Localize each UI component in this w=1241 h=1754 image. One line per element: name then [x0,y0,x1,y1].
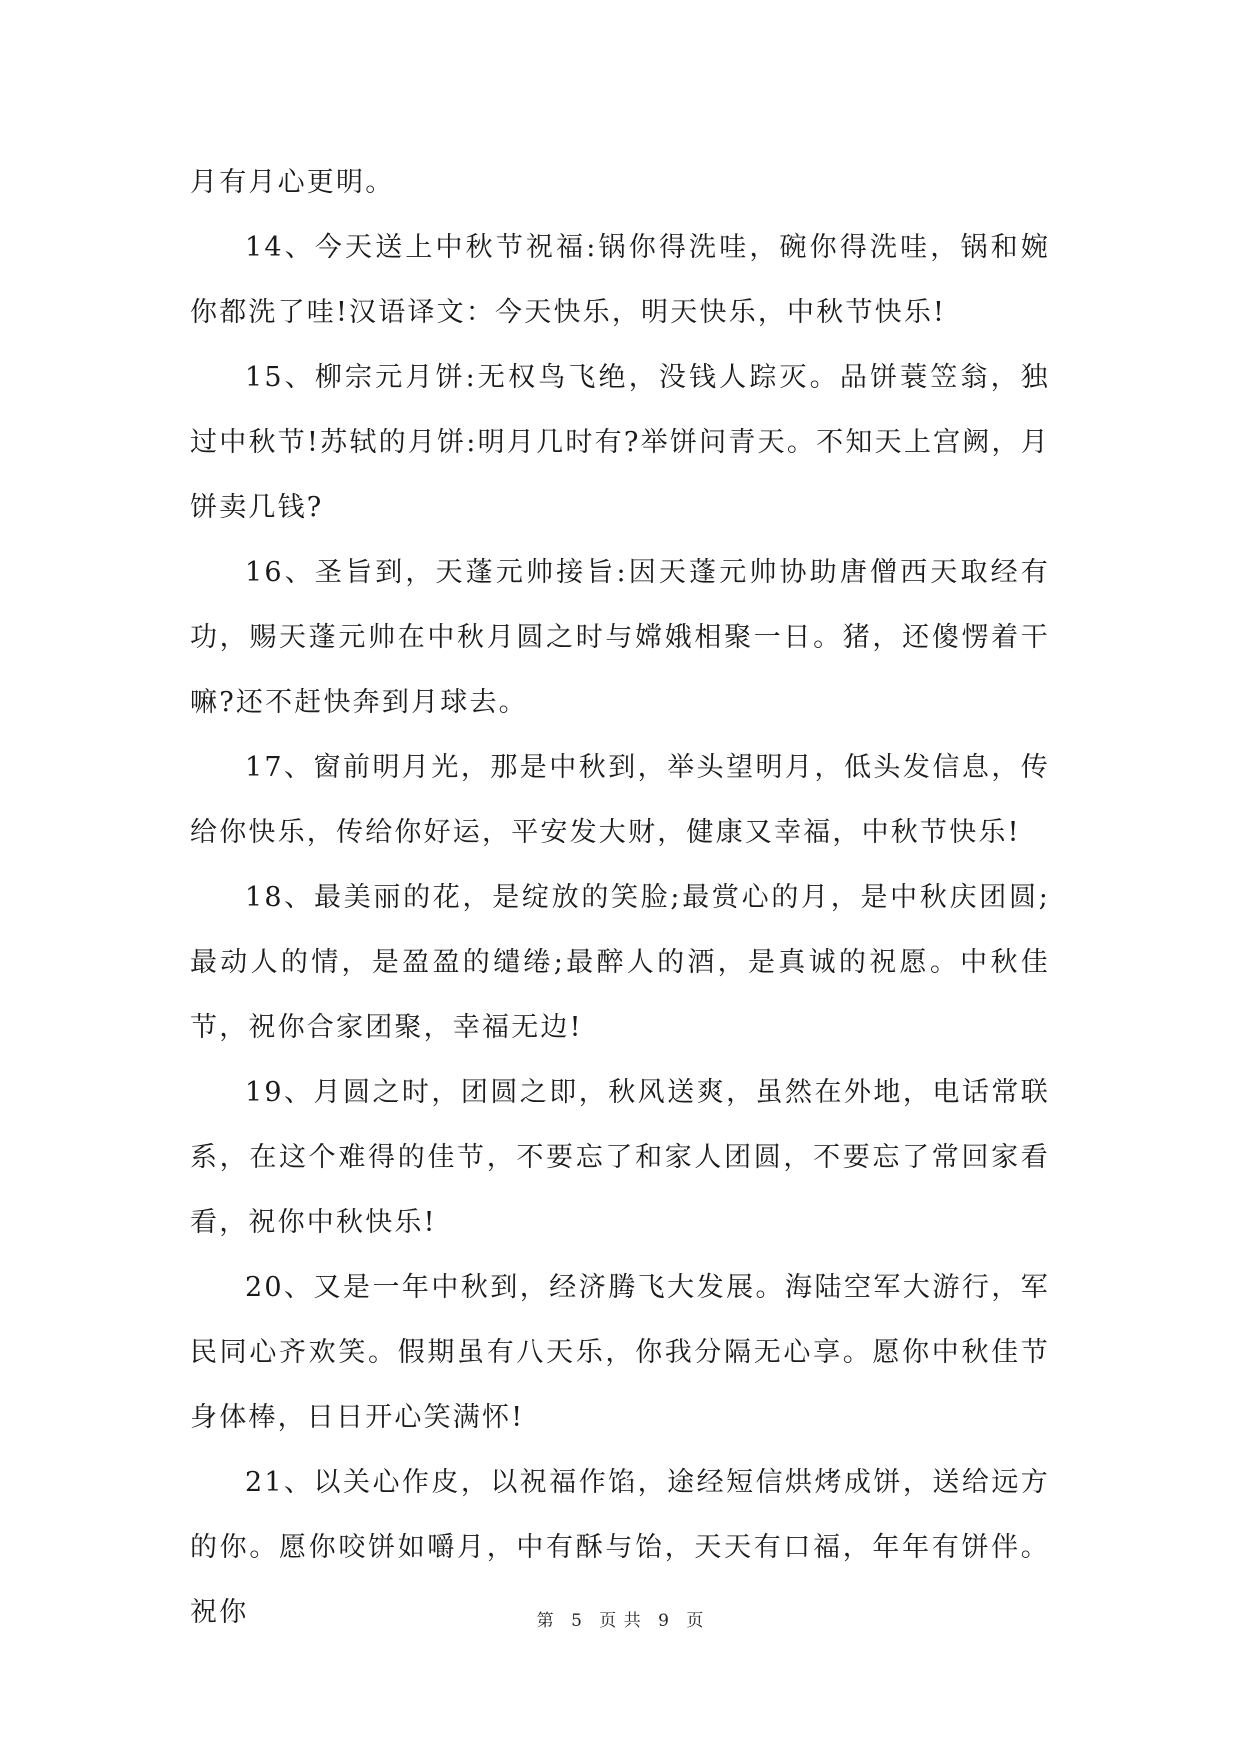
paragraph-continued: 月有月心更明。 [190,167,395,198]
total-page-count: 9 [658,1611,670,1631]
page-footer [0,1606,1241,1631]
paragraph-17: 17、窗前明月光，那是中秋到，举头望明月，低头发信息，传给你快乐，传给你好运，平安发大财，健康又幸福，中秋节快乐! [190,752,1050,848]
paragraph-21: 21、以关心作皮，以祝福作馅，途经短信烘烤成饼，送给远方的你。愿你咬饼如嚼月，中有酥与饴，天天有口福，年年有饼伴。祝你 [190,1467,1050,1628]
footer-suffix: 页 [686,1611,705,1631]
page-body [190,150,1050,1645]
footer-middle: 页 共 [599,1611,642,1631]
footer-prefix: 第 [536,1611,555,1631]
paragraph-16: 16、圣旨到，天蓬元帅接旨:因天蓬元帅协助唐僧西天取经有功，赐天蓬元帅在中秋月圆之时与嫦娥相聚一日。猪，还傻愣着干嘛?还不赶快奔到月球去。 [190,557,1050,718]
paragraph-15: 15、柳宗元月饼:无权鸟飞绝，没钱人踪灭。品饼蓑笠翁，独过中秋节!苏轼的月饼:明月几时有?举饼问青天。不知天上宫阙，月饼卖几钱? [190,362,1050,523]
paragraph-14: 14、今天送上中秋节祝福:锅你得洗哇，碗你得洗哇，锅和婉你都洗了哇!汉语译文：今天快乐，明天快乐，中秋节快乐! [190,232,1050,328]
paragraph-18: 18、最美丽的花，是绽放的笑脸;最赏心的月，是中秋庆团圆;最动人的情，是盈盈的缱绻;最醉人的酒，是真诚的祝愿。中秋佳节，祝你合家团聚，幸福无边! [190,882,1050,1043]
current-page-number: 5 [571,1611,583,1631]
paragraph-19: 19、月圆之时，团圆之即，秋风送爽，虽然在外地，电话常联系，在这个难得的佳节，不要忘了和家人团圆，不要忘了常回家看看，祝你中秋快乐! [190,1077,1050,1238]
paragraph-20: 20、又是一年中秋到，经济腾飞大发展。海陆空军大游行，军民同心齐欢笑。假期虽有八天乐，你我分隔无心享。愿你中秋佳节身体棒，日日开心笑满怀! [190,1272,1050,1433]
